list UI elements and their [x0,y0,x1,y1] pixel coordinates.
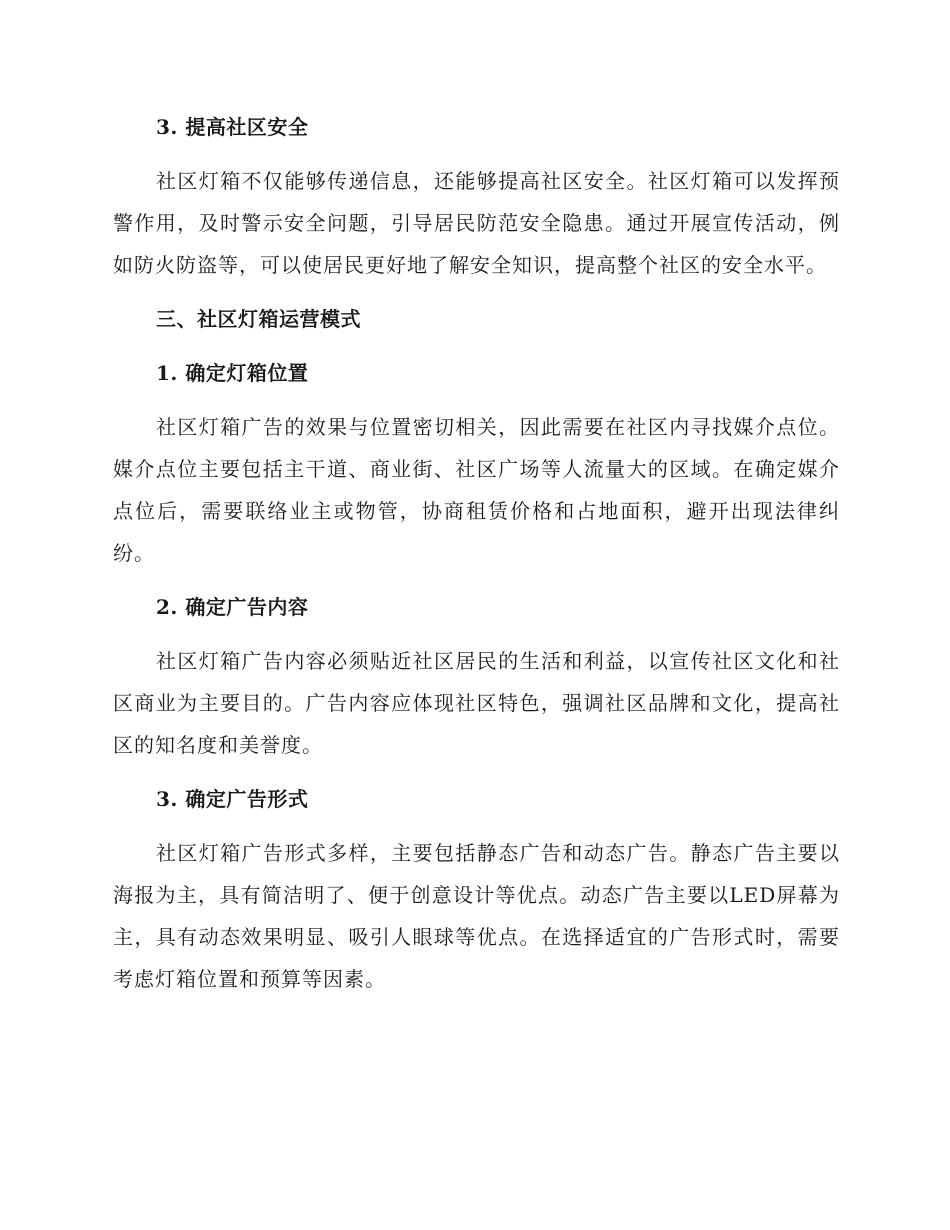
chapter-heading-operation-model: 三、社区灯箱运营模式 [156,307,361,331]
paragraph-content: 社区灯箱广告内容必须贴近社区居民的生活和利益，以宣传社区文化和社区商业为主要目的。广告内容应体现社区特色，强调社区品牌和文化，提高社区的知名度和美誉度。 [113,649,840,757]
paragraph-location: 社区灯箱广告的效果与位置密切相关，因此需要在社区内寻找媒介点位。媒介点位主要包括主干道、商业街、社区广场等人流量大的区域。在确定媒介点位后，需要联络业主或物管，协商租赁价格和占地面积，避开出现法律纠纷。 [113,415,840,565]
section-heading-safety: 3. 提高社区安全 [156,115,309,139]
section-heading-content: 2. 确定广告内容 [156,595,309,619]
section-heading-format: 3. 确定广告形式 [156,787,309,811]
paragraph-format: 社区灯箱广告形式多样，主要包括静态广告和动态广告。静态广告主要以海报为主，具有简洁明了、便于创意设计等优点。动态广告主要以LED屏幕为主，具有动态效果明显、吸引人眼球等优点。在选择适宜的广告形式时，需要考虑灯箱位置和预算等因素。 [113,841,840,991]
document-body [113,106,840,1000]
paragraph-safety: 社区灯箱不仅能够传递信息，还能够提高社区安全。社区灯箱可以发挥预警作用，及时警示安全问题，引导居民防范安全隐患。通过开展宣传活动，例如防火防盗等，可以使居民更好地了解安全知识，提高整个社区的安全水平。 [113,169,840,277]
section-heading-location: 1. 确定灯箱位置 [156,361,309,385]
